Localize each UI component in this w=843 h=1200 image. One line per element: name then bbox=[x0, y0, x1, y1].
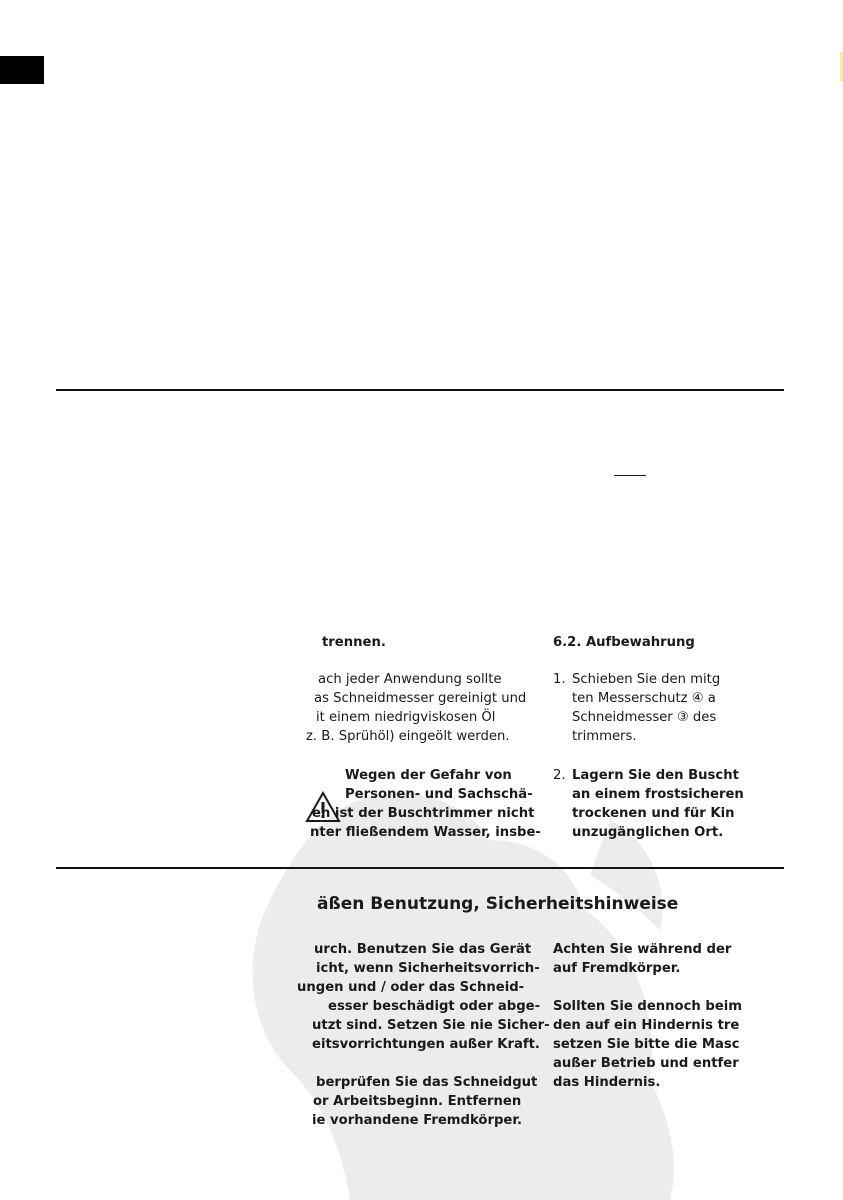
cleaning-text-line: ach jeder Anwendung sollte bbox=[318, 672, 502, 687]
section-title: äßen Benutzung, Sicherheitshinweise bbox=[317, 894, 679, 914]
warning-text-line: Personen- und Sachschä- bbox=[345, 787, 533, 802]
safety-text-line: den auf ein Hindernis tre bbox=[553, 1018, 740, 1033]
safety-text-line: berprüfen Sie das Schneidgut bbox=[316, 1075, 538, 1090]
storage-heading: 6.2. Aufbewahrung bbox=[553, 635, 695, 650]
list-number: 2. bbox=[553, 768, 566, 783]
safety-text-line: eitsvorrichtungen außer Kraft. bbox=[312, 1037, 540, 1052]
storage-item1-line: Schieben Sie den mitg bbox=[572, 672, 721, 687]
safety-text-line: icht, wenn Sicherheitsvorrich- bbox=[316, 961, 540, 976]
separator-mark bbox=[614, 475, 646, 476]
chapter-tab bbox=[0, 56, 44, 84]
cleaning-text-line: it einem niedrigviskosen Öl bbox=[316, 710, 496, 725]
col1-heading: trennen. bbox=[322, 635, 386, 650]
list-number: 1. bbox=[553, 672, 566, 687]
cleaning-text-line: z. B. Sprühöl) eingeölt werden. bbox=[306, 729, 510, 744]
safety-text-line: außer Betrieb und entfer bbox=[553, 1056, 739, 1071]
safety-text-line: das Hindernis. bbox=[553, 1075, 661, 1090]
storage-item1-line: ten Messerschutz ④ a bbox=[572, 691, 716, 706]
storage-item1-line: Schneidmesser ③ des bbox=[572, 710, 717, 725]
warning-text-line: en ist der Buschtrimmer nicht bbox=[312, 806, 535, 821]
storage-item2-line: Lagern Sie den Buscht bbox=[572, 768, 739, 783]
storage-item2-line: an einem frostsicheren bbox=[572, 787, 744, 802]
safety-text-line: auf Fremdkörper. bbox=[553, 961, 681, 976]
safety-text-line: setzen Sie bitte die Masc bbox=[553, 1037, 740, 1052]
section-divider-bottom bbox=[56, 867, 784, 869]
storage-item2-line: unzugänglichen Ort. bbox=[572, 825, 724, 840]
safety-text-line: or Arbeitsbeginn. Entfernen bbox=[313, 1094, 522, 1109]
safety-text-line: esser beschädigt oder abge- bbox=[328, 999, 541, 1014]
storage-item2-line: trockenen und für Kin bbox=[572, 806, 735, 821]
warning-text-line: nter fließendem Wasser, insbe- bbox=[310, 825, 541, 840]
safety-text-line: ungen und / oder das Schneid- bbox=[297, 980, 525, 995]
safety-text-line: ie vorhandene Fremdkörper. bbox=[312, 1113, 522, 1128]
safety-text-line: Achten Sie während der bbox=[553, 942, 732, 957]
section-divider-top bbox=[56, 389, 784, 391]
storage-item1-line: trimmers. bbox=[572, 729, 637, 744]
warning-text-line: Wegen der Gefahr von bbox=[345, 768, 512, 783]
safety-text-line: Sollten Sie dennoch beim bbox=[553, 999, 743, 1014]
cleaning-text-line: as Schneidmesser gereinigt und bbox=[314, 691, 527, 706]
safety-text-line: urch. Benutzen Sie das Gerät bbox=[314, 942, 532, 957]
safety-text-line: utzt sind. Setzen Sie nie Sicher- bbox=[312, 1018, 550, 1033]
